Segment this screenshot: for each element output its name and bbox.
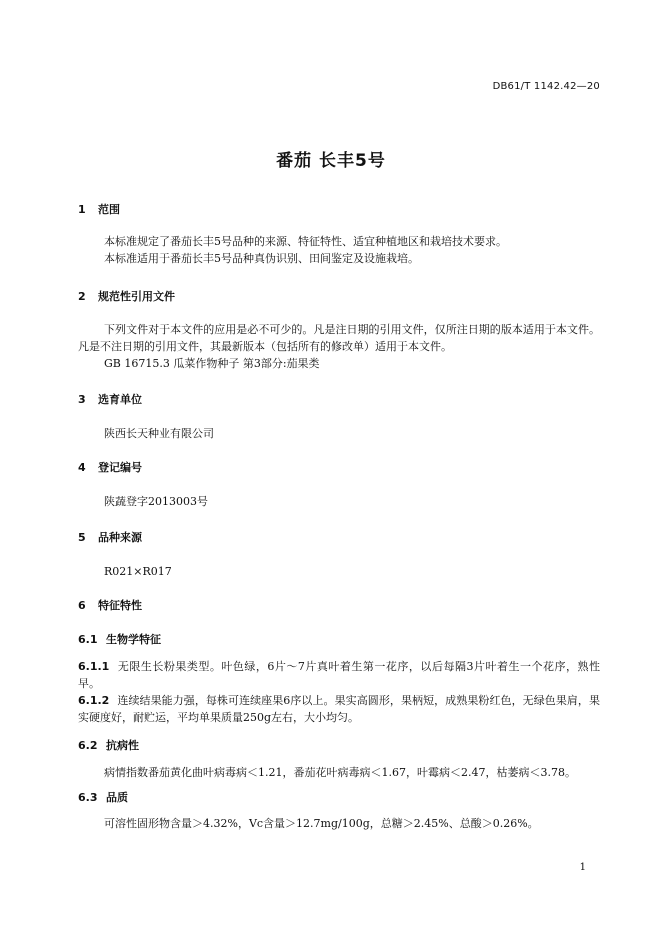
page-number: 1 bbox=[579, 862, 586, 873]
clause-6-1-2 bbox=[78, 692, 600, 726]
section-title: 选育单位 bbox=[98, 393, 142, 406]
section-1-heading bbox=[78, 201, 120, 217]
section-number: 5 bbox=[78, 531, 86, 544]
section-number: 2 bbox=[78, 290, 86, 303]
section-title: 生物学特征 bbox=[106, 633, 161, 646]
section-number: 6.2 bbox=[78, 739, 98, 752]
section-6-heading bbox=[78, 597, 142, 613]
clause-number: 6.1.1 bbox=[78, 660, 110, 673]
variety-origin: R021×R017 bbox=[104, 565, 172, 578]
quality-text: 可溶性固形物含量＞4.32%，Vc含量＞12.7mg/100g，总糖＞2.45%、总酸＞0.26%。 bbox=[104, 817, 539, 830]
disease-resistance-text: 病情指数番茄黄化曲叶病毒病＜1.21，番茄花叶病毒病＜1.67，叶霉病＜2.47，枯萎病＜3.78。 bbox=[104, 766, 576, 779]
section-number: 3 bbox=[78, 393, 86, 406]
section-title: 品种来源 bbox=[98, 531, 142, 544]
clause-text: 无限生长粉果类型。叶色绿，6片～7片真叶着生第一花序，以后每隔3片叶着生一个花序，熟性早。 bbox=[78, 660, 600, 690]
breeder-name: 陕西长天种业有限公司 bbox=[104, 427, 214, 440]
clause-text: 连续结果能力强，每株可连续座果6序以上。果实高圆形，果柄短，成熟果粉红色，无绿色果肩，果实硬度好，耐贮运，平均单果质量250g左右，大小均匀。 bbox=[78, 694, 600, 724]
section-number: 6.1 bbox=[78, 633, 98, 646]
registration-number: 陕蔬登字2013003号 bbox=[104, 495, 208, 508]
section-title: 特征特性 bbox=[98, 599, 142, 612]
section-number: 6.3 bbox=[78, 791, 98, 804]
paragraph-text: 下列文件对于本文件的应用是必不可少的。凡是注日期的引用文件，仅所注日期的版本适用于本文件。凡是不注日期的引用文件，其最新版本（包括所有的修改单）适用于本文件。 bbox=[78, 323, 600, 353]
document-code: DB61/T 1142.42—20 bbox=[492, 81, 600, 92]
section-title: 登记编号 bbox=[98, 461, 142, 474]
section-2-heading bbox=[78, 288, 175, 304]
section-6-3-heading bbox=[78, 789, 128, 805]
section-3-heading bbox=[78, 391, 142, 407]
section-4-heading bbox=[78, 459, 142, 475]
section-number: 6 bbox=[78, 599, 86, 612]
section-title: 规范性引用文件 bbox=[98, 290, 175, 303]
section-5-heading bbox=[78, 529, 142, 545]
paragraph: 本标准规定了番茄长丰5号品种的来源、特征特性、适宜种植地区和栽培技术要求。 bbox=[104, 235, 507, 248]
document-title: 番茄 长丰5号 bbox=[276, 151, 386, 171]
section-title: 范围 bbox=[98, 203, 120, 216]
section-title: 抗病性 bbox=[106, 739, 139, 752]
clause-6-1-1 bbox=[78, 658, 600, 692]
section-6-2-heading bbox=[78, 737, 139, 753]
section-number: 4 bbox=[78, 461, 86, 474]
normative-reference: GB 16715.3 瓜菜作物种子 第3部分:茄果类 bbox=[104, 357, 320, 370]
section-number: 1 bbox=[78, 203, 86, 216]
paragraph bbox=[78, 321, 600, 355]
clause-number: 6.1.2 bbox=[78, 694, 110, 707]
section-title: 品质 bbox=[106, 791, 128, 804]
paragraph: 本标准适用于番茄长丰5号品种真伪识别、田间鉴定及设施栽培。 bbox=[104, 252, 419, 265]
section-6-1-heading bbox=[78, 631, 161, 647]
